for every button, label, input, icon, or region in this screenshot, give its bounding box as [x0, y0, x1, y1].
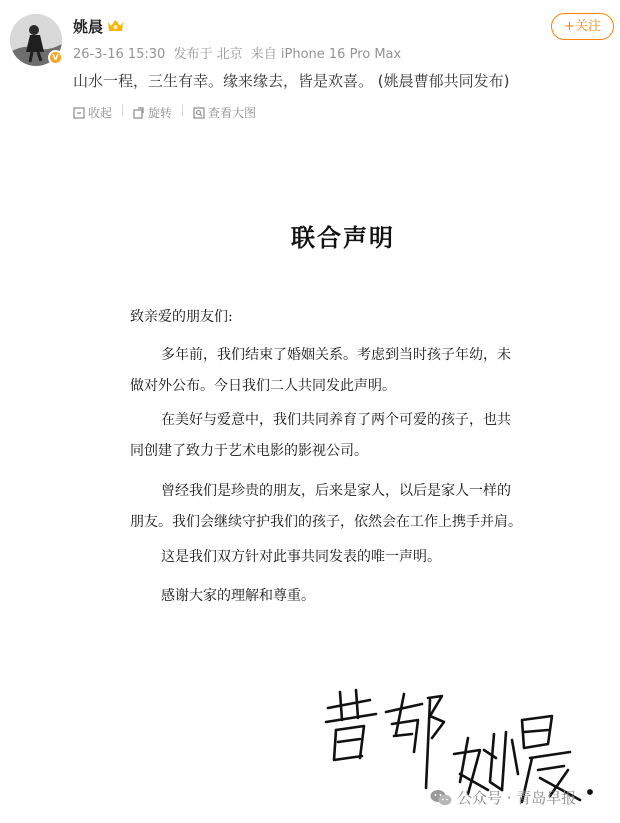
- vip-crown-icon: [106, 17, 125, 33]
- post-time[interactable]: 26-3-16 15:30: [73, 47, 166, 62]
- image-toolbar: [73, 104, 256, 121]
- post-meta: [73, 43, 405, 62]
- post-text: 山水一程，三生有幸。缘来缘去，皆是欢喜。 (姚晨曹郁共同发布): [73, 72, 510, 90]
- document-title: 联合声明: [291, 223, 395, 252]
- follow-button[interactable]: +关注: [551, 13, 614, 40]
- paragraph-line: 在美好与爱意中，我们共同养育了两个可爱的孩子，也共: [161, 412, 511, 428]
- watermark: [430, 787, 576, 808]
- verified-icon: V: [48, 50, 63, 65]
- view-large-button[interactable]: [193, 104, 256, 121]
- collapse-label: 收起: [88, 106, 113, 120]
- paragraph-3: [130, 476, 522, 538]
- paragraph-1: [130, 340, 511, 402]
- rotate-button[interactable]: [133, 104, 172, 121]
- paragraph-line: 多年前，我们结束了婚姻关系。考虑到当时孩子年幼，未: [161, 347, 511, 363]
- username[interactable]: 姚晨: [73, 18, 104, 36]
- zoom-icon: [193, 107, 205, 119]
- paragraph-line: 曾经我们是珍贵的朋友，后来是家人，以后是家人一样的: [161, 483, 511, 499]
- rotate-label: 旋转: [148, 106, 173, 120]
- collapse-button[interactable]: [73, 104, 112, 121]
- divider: [182, 104, 183, 116]
- statement-image[interactable]: [73, 126, 613, 823]
- rotate-icon: [133, 107, 145, 119]
- paragraph-2: [130, 405, 511, 467]
- post-location: 发布于 北京: [173, 47, 243, 62]
- paragraph-line: 同创建了致力于艺术电影的影视公司。: [130, 443, 368, 459]
- paragraph-5: 感谢大家的理解和尊重。: [161, 588, 315, 604]
- salutation: 致亲爱的朋友们:: [130, 309, 233, 325]
- paragraph-line: 做对外公布。今日我们二人共同发此声明。: [130, 378, 396, 394]
- paragraph-line: 朋友。我们会继续守护我们的孩子，依然会在工作上携手并肩。: [130, 514, 522, 530]
- collapse-icon: [73, 107, 85, 119]
- watermark-text: 公众号 · 青岛早报: [457, 789, 577, 807]
- wechat-icon: [430, 789, 452, 807]
- post-source: 来自 iPhone 16 Pro Max: [250, 47, 402, 62]
- divider: [122, 104, 123, 116]
- view-large-label: 查看大图: [208, 106, 257, 120]
- paragraph-4: 这是我们双方针对此事共同发表的唯一声明。: [161, 549, 441, 565]
